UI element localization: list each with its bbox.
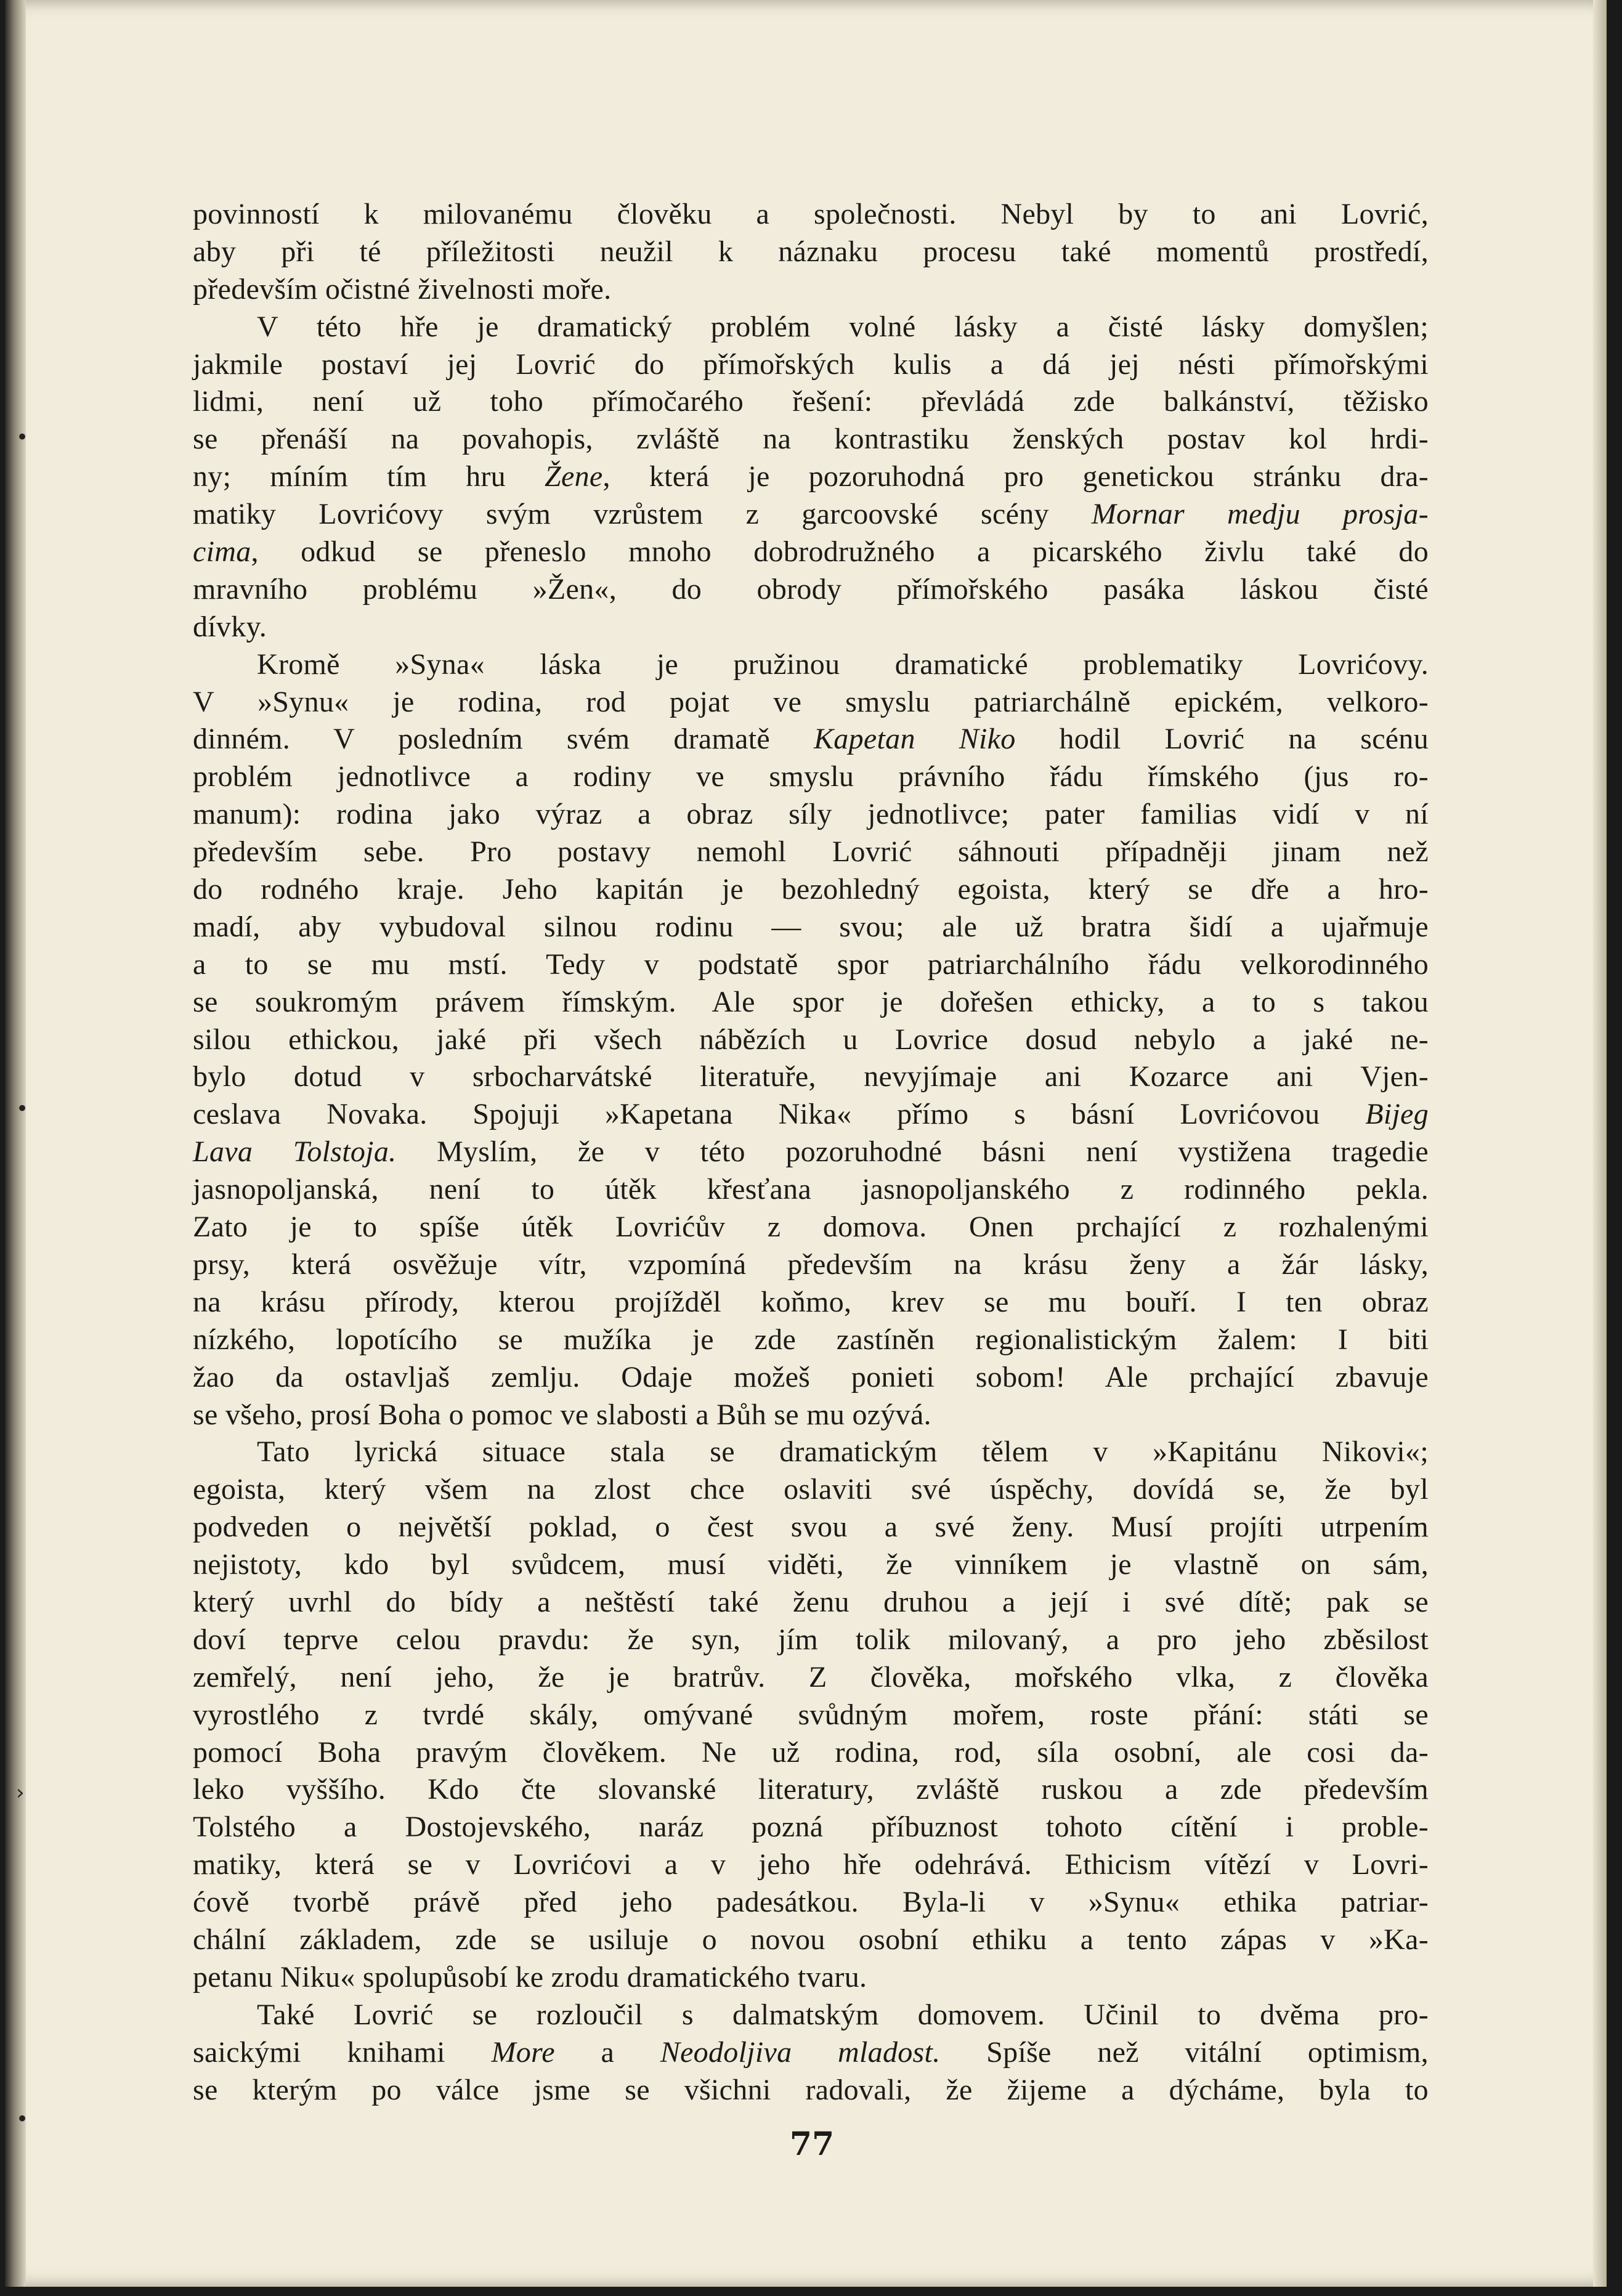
text-line	[193, 346, 1429, 384]
text-run: dinném. V posledním svém dramatě	[193, 723, 814, 756]
text-run: Tolstého a Dostojevského, naráz pozná příbuznost tohoto cítění i proble-	[193, 1811, 1429, 1844]
text-run: V »Synu« je rodina, rod pojat ve smyslu patriarchálně epickém, velkoro-	[193, 685, 1429, 718]
text-line	[193, 946, 1429, 984]
text-line	[193, 533, 1429, 571]
text-line	[193, 758, 1429, 796]
italic-title: Bijeg	[1365, 1098, 1429, 1131]
text-run: nejistoty, kdo byl svůdcem, musí viděti, že vinníkem je vlastně on sám,	[193, 1548, 1429, 1581]
text-run: lidmi, není už toho přímočarého řešení: převládá zde balkánství, těžisko	[193, 385, 1429, 418]
text-line	[193, 1434, 1429, 1471]
text-run: jakmile postaví jej Lovrić do přímořských kulis a dá jej nésti přímořskými	[193, 347, 1429, 381]
text-line	[193, 458, 1429, 496]
margin-mark: •	[16, 425, 29, 450]
text-run: a to se mu mstí. Tedy v podstatě spor patriarchálního řádu velkorodinného	[193, 947, 1429, 981]
text-run: aby při té příležitosti neužil k náznaku procesu také momentů prostředí,	[193, 235, 1429, 268]
italic-title: Neodoljiva mladost.	[660, 2035, 941, 2069]
italic-title: Mornar medju prosja-	[1091, 498, 1429, 531]
text-line	[193, 1697, 1429, 1734]
text-run: nízkého, lopotícího se mužíka je zde zastíněn regionalistickým žalem: I biti	[193, 1323, 1429, 1356]
text-line	[193, 1584, 1429, 1621]
text-line	[193, 1621, 1429, 1659]
text-run: vyrostlého z tvrdé skály, omývané svůdným mořem, roste přání: státi se	[193, 1698, 1429, 1731]
margin-mark: •	[16, 1097, 29, 1121]
text-run: Zato je to spíše útěk Lovrićův z domova. Onen prchající z rozhalenými	[193, 1211, 1429, 1244]
text-run: pomocí Boha pravým člověkem. Ne už rodina, rod, síla osobní, ale cosi da-	[193, 1735, 1429, 1769]
text-run: silou ethickou, jaké při všech nábězích u Lovrice dosud nebylo a jaké ne-	[193, 1023, 1429, 1056]
text-line	[193, 984, 1429, 1021]
text-run: saickými knihami	[193, 2035, 492, 2069]
italic-title: cima	[193, 535, 251, 569]
text-run: , odkud se přeneslo mnoho dobrodružného a picarského živlu také do	[251, 535, 1429, 569]
text-line	[193, 1096, 1429, 1134]
text-run: Myslím, že v této pozoruhodné básni není vystižena tragedie	[396, 1135, 1429, 1169]
text-line	[193, 1134, 1429, 1171]
text-line	[193, 2034, 1429, 2072]
text-run: leko vyššího. Kdo čte slovanské literatury, zvláště ruskou a zde především	[193, 1773, 1429, 1806]
text-run: hodil Lovrić na scénu	[1015, 723, 1429, 756]
book-page	[5, 0, 1607, 2287]
text-run: matiky, která se v Lovrićovi a v jeho hře odehrává. Ethicism vítězí v Lovri-	[193, 1848, 1429, 1881]
text-line	[193, 1509, 1429, 1546]
text-line	[193, 909, 1429, 946]
text-line	[193, 1921, 1429, 1959]
text-line	[193, 1734, 1429, 1772]
text-run: matiky Lovrićovy svým vzrůstem z garcoovské scény	[193, 498, 1092, 531]
text-run: povinností k milovanému člověku a společnosti. Nebyl by to ani Lovrić,	[193, 198, 1429, 230]
margin-mark: •	[16, 2107, 29, 2132]
text-run: bylo dotud v srbocharvátské literatuře, nevyjímaje ani Kozarce ani Vjen-	[193, 1060, 1429, 1093]
text-run: ceslava Novaka. Spojuji »Kapetana Nika« přímo s básní Lovrićovou	[193, 1098, 1366, 1131]
text-line	[193, 496, 1429, 533]
text-line	[193, 271, 1429, 309]
text-line	[193, 1209, 1429, 1246]
text-line	[193, 721, 1429, 758]
text-line	[193, 233, 1429, 271]
text-line	[193, 383, 1429, 421]
text-run: který uvrhl do bídy a neštěstí také ženu druhou a její i své dítě; pak se	[193, 1585, 1429, 1618]
text-run: se soukromým právem římským. Ale spor je dořešen ethicky, a to s takou	[193, 985, 1429, 1018]
text-run: petanu Niku« spolupůsobí ke zrodu dramatického tvaru.	[193, 1960, 867, 1994]
text-line	[193, 1284, 1429, 1321]
text-line	[193, 1321, 1429, 1359]
italic-title: Lava Tolstoja.	[193, 1135, 397, 1169]
text-line	[193, 834, 1429, 871]
text-run: mravního problému »Žen«, do obrody přímořského pasáka láskou čisté	[193, 572, 1429, 606]
text-line	[193, 684, 1429, 721]
text-line	[193, 1058, 1429, 1096]
text-line	[193, 1171, 1429, 1209]
text-line	[193, 1959, 1429, 1997]
text-line	[193, 1359, 1429, 1397]
text-run: ny; míním tím hru	[193, 460, 545, 493]
italic-title: Žene	[545, 460, 603, 493]
text-run: a	[554, 2035, 660, 2069]
text-run: chální základem, zde se usiluje o novou osobní ethiku a tento zápas v »Ka-	[193, 1923, 1429, 1956]
text-line	[193, 196, 1429, 233]
text-run: se všeho, prosí Boha o pomoc ve slabosti a Bůh se mu ozývá.	[193, 1398, 931, 1431]
margin-mark: ›	[16, 1780, 25, 1805]
text-line	[193, 1471, 1429, 1509]
text-run: na krásu přírody, kterou projížděl koňmo, krev se mu bouří. I ten obraz	[193, 1285, 1429, 1318]
text-run: se kterým po válce jsme se všichni radovali, že žijeme a dýcháme, byla to	[193, 2073, 1429, 2106]
binding-gutter	[5, 0, 29, 2287]
text-run: především očistné živelnosti moře.	[193, 272, 612, 306]
text-line	[193, 1884, 1429, 1921]
text-line	[193, 1997, 1429, 2034]
text-line	[193, 1846, 1429, 1884]
text-line	[193, 646, 1429, 684]
text-line	[193, 1397, 1429, 1434]
text-run: zemřelý, není jeho, že je bratrův. Z člověka, mořského vlka, z člověka	[193, 1660, 1429, 1694]
text-run: jasnopoljanská, není to útěk křesťana jasnopoljanského z rodinného pekla.	[193, 1173, 1429, 1206]
text-line	[193, 2072, 1429, 2109]
text-run: egoista, který všem na zlost chce oslaviti své úspěchy, dovídá se, že byl	[193, 1473, 1429, 1506]
text-run: žao da ostavljaš zemlju. Odaje možeš ponieti sobom! Ale prchající zbavuje	[193, 1360, 1429, 1393]
text-run: se přenáší na povahopis, zvláště na kontrastiku ženských postav kol hrdi-	[193, 423, 1429, 456]
text-line	[193, 1659, 1429, 1697]
text-line	[193, 871, 1429, 909]
text-run: především sebe. Pro postavy nemohl Lovrić sáhnouti případněji jinam než	[193, 835, 1429, 869]
text-run: , která je pozoruhodná pro genetickou stránku dra-	[602, 460, 1429, 493]
text-line	[193, 571, 1429, 609]
text-run: ćově tvorbě právě před jeho padesátkou. Byla-li v »Synu« ethika patriar-	[193, 1886, 1429, 1919]
body-text	[193, 196, 1429, 2109]
text-line	[193, 796, 1429, 834]
text-run: Kromě »Syna« láska je pružinou dramatické problematiky Lovrićovy.	[257, 647, 1429, 681]
text-run: manum): rodina jako výraz a obraz síly jednotlivce; pater familias vidí v ní	[193, 798, 1429, 831]
text-run: madí, aby vybudoval silnou rodinu — svou; ale už bratra šidí a ujařmuje	[193, 910, 1429, 943]
page-number: 77	[789, 2125, 835, 2163]
text-run: podveden o největší poklad, o čest svou a své ženy. Musí projíti utrpením	[193, 1511, 1429, 1544]
text-line	[193, 1246, 1429, 1284]
text-run: Spíše než vitální optimism,	[940, 2035, 1429, 2069]
text-line	[193, 1021, 1429, 1059]
italic-title: More	[491, 2035, 555, 2069]
text-run: Tato lyrická situace stala se dramatickým tělem v »Kapitánu Nikovi«;	[257, 1435, 1429, 1469]
text-line	[193, 421, 1429, 458]
text-line	[193, 1771, 1429, 1809]
text-line	[193, 609, 1429, 646]
text-line	[193, 1809, 1429, 1846]
page-edge	[1593, 0, 1607, 2287]
text-run: do rodného kraje. Jeho kapitán je bezohledný egoista, který se dře a hro-	[193, 873, 1429, 906]
text-run: dívky.	[193, 610, 267, 643]
text-line	[193, 1546, 1429, 1584]
text-run: prsy, která osvěžuje vítr, vzpomíná především na krásu ženy a žár lásky,	[193, 1247, 1429, 1281]
text-line	[193, 309, 1429, 346]
italic-title: Kapetan Niko	[813, 723, 1016, 756]
text-run: problém jednotlivce a rodiny ve smyslu právního řádu římského (jus ro-	[193, 760, 1429, 793]
text-run: V této hře je dramatický problém volné lásky a čisté lásky domyšlen;	[257, 310, 1429, 343]
text-run: doví teprve celou pravdu: že syn, jím tolik milovaný, a pro jeho zběsilost	[193, 1623, 1429, 1656]
text-run: Také Lovrić se rozloučil s dalmatským domovem. Učinil to dvěma pro-	[257, 1998, 1429, 2031]
